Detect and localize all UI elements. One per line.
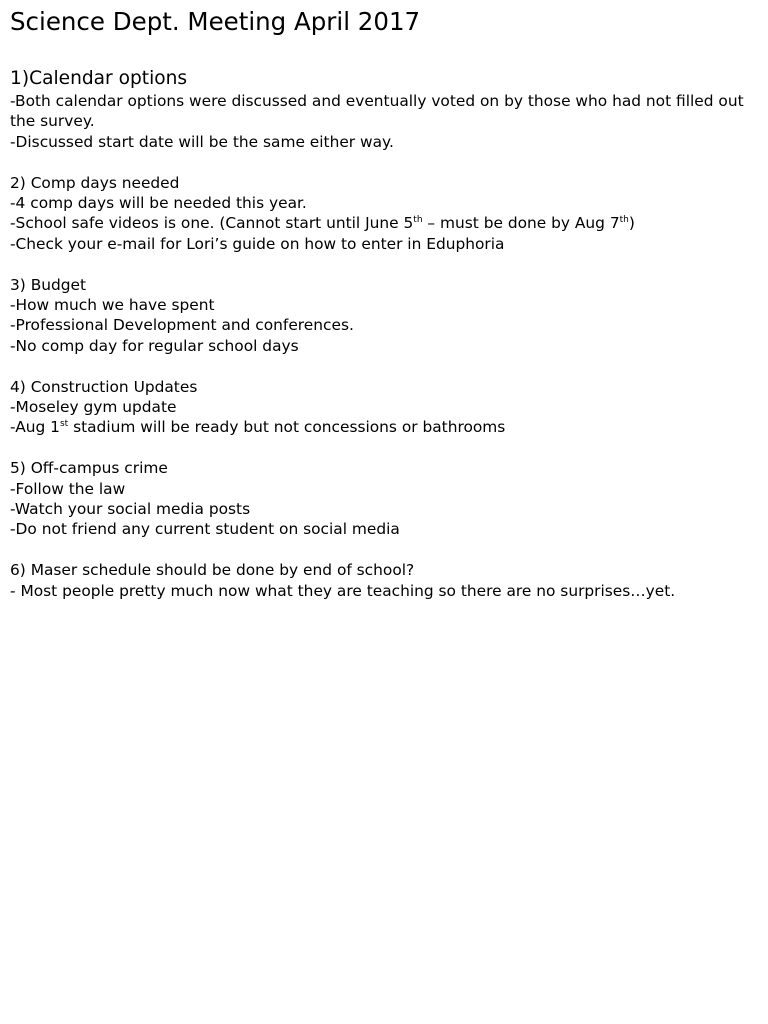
note-item: -Watch your social media posts [10, 500, 251, 519]
note-item: -Discussed start date will be the same either way. [10, 132, 394, 151]
note-text: ) [628, 214, 635, 233]
section-gap [10, 540, 760, 560]
section-gap [10, 438, 760, 458]
note-text: -Aug 1 [10, 418, 60, 437]
note-text: -School safe videos is one. (Cannot start until June 5 [10, 214, 414, 233]
section-heading: 5) Off-campus crime [10, 459, 168, 478]
document-title: Science Dept. Meeting April 2017 [10, 7, 421, 36]
section-construction-updates [10, 377, 760, 438]
note-item: -Check your e-mail for Lori’s guide on how to enter in Eduphoria [10, 234, 505, 253]
section-heading: 4) Construction Updates [10, 377, 198, 396]
note-item [10, 417, 760, 437]
note-item: -Follow the law [10, 479, 126, 498]
note-item: -Professional Development and conferences. [10, 316, 354, 335]
section-heading: 2) Comp days needed [10, 173, 180, 192]
section-comp-days [10, 173, 760, 255]
section-heading: 3) Budget [10, 275, 87, 294]
section-budget [10, 275, 760, 357]
section-gap [10, 356, 760, 376]
note-item: -Do not friend any current student on social media [10, 520, 400, 539]
note-item: - Most people pretty much now what they are teaching so there are no surprises…yet. [10, 581, 676, 600]
note-item: -4 comp days will be needed this year. [10, 194, 307, 213]
note-item: -How much we have spent [10, 296, 215, 315]
note-text: stadium will be ready but not concessions or bathrooms [68, 418, 506, 437]
section-gap [10, 152, 760, 172]
ordinal-suffix: th [619, 215, 629, 226]
section-heading: 6) Maser schedule should be done by end of school? [10, 561, 415, 580]
ordinal-suffix: st [59, 419, 69, 430]
section-off-campus-crime [10, 458, 760, 540]
section-gap [10, 254, 760, 274]
ordinal-suffix: th [413, 215, 423, 226]
section-master-schedule [10, 560, 760, 601]
note-item: -Moseley gym update [10, 398, 177, 417]
section-heading: 1)Calendar options [10, 68, 188, 89]
note-item [10, 213, 760, 233]
meeting-notes [10, 68, 760, 601]
note-item: -No comp day for regular school days [10, 336, 299, 355]
note-item: -Both calendar options were discussed and eventually voted on by those who had not filled out the survey. [10, 92, 744, 131]
section-calendar-options [10, 68, 760, 152]
note-text: – must be done by Aug 7 [422, 214, 620, 233]
